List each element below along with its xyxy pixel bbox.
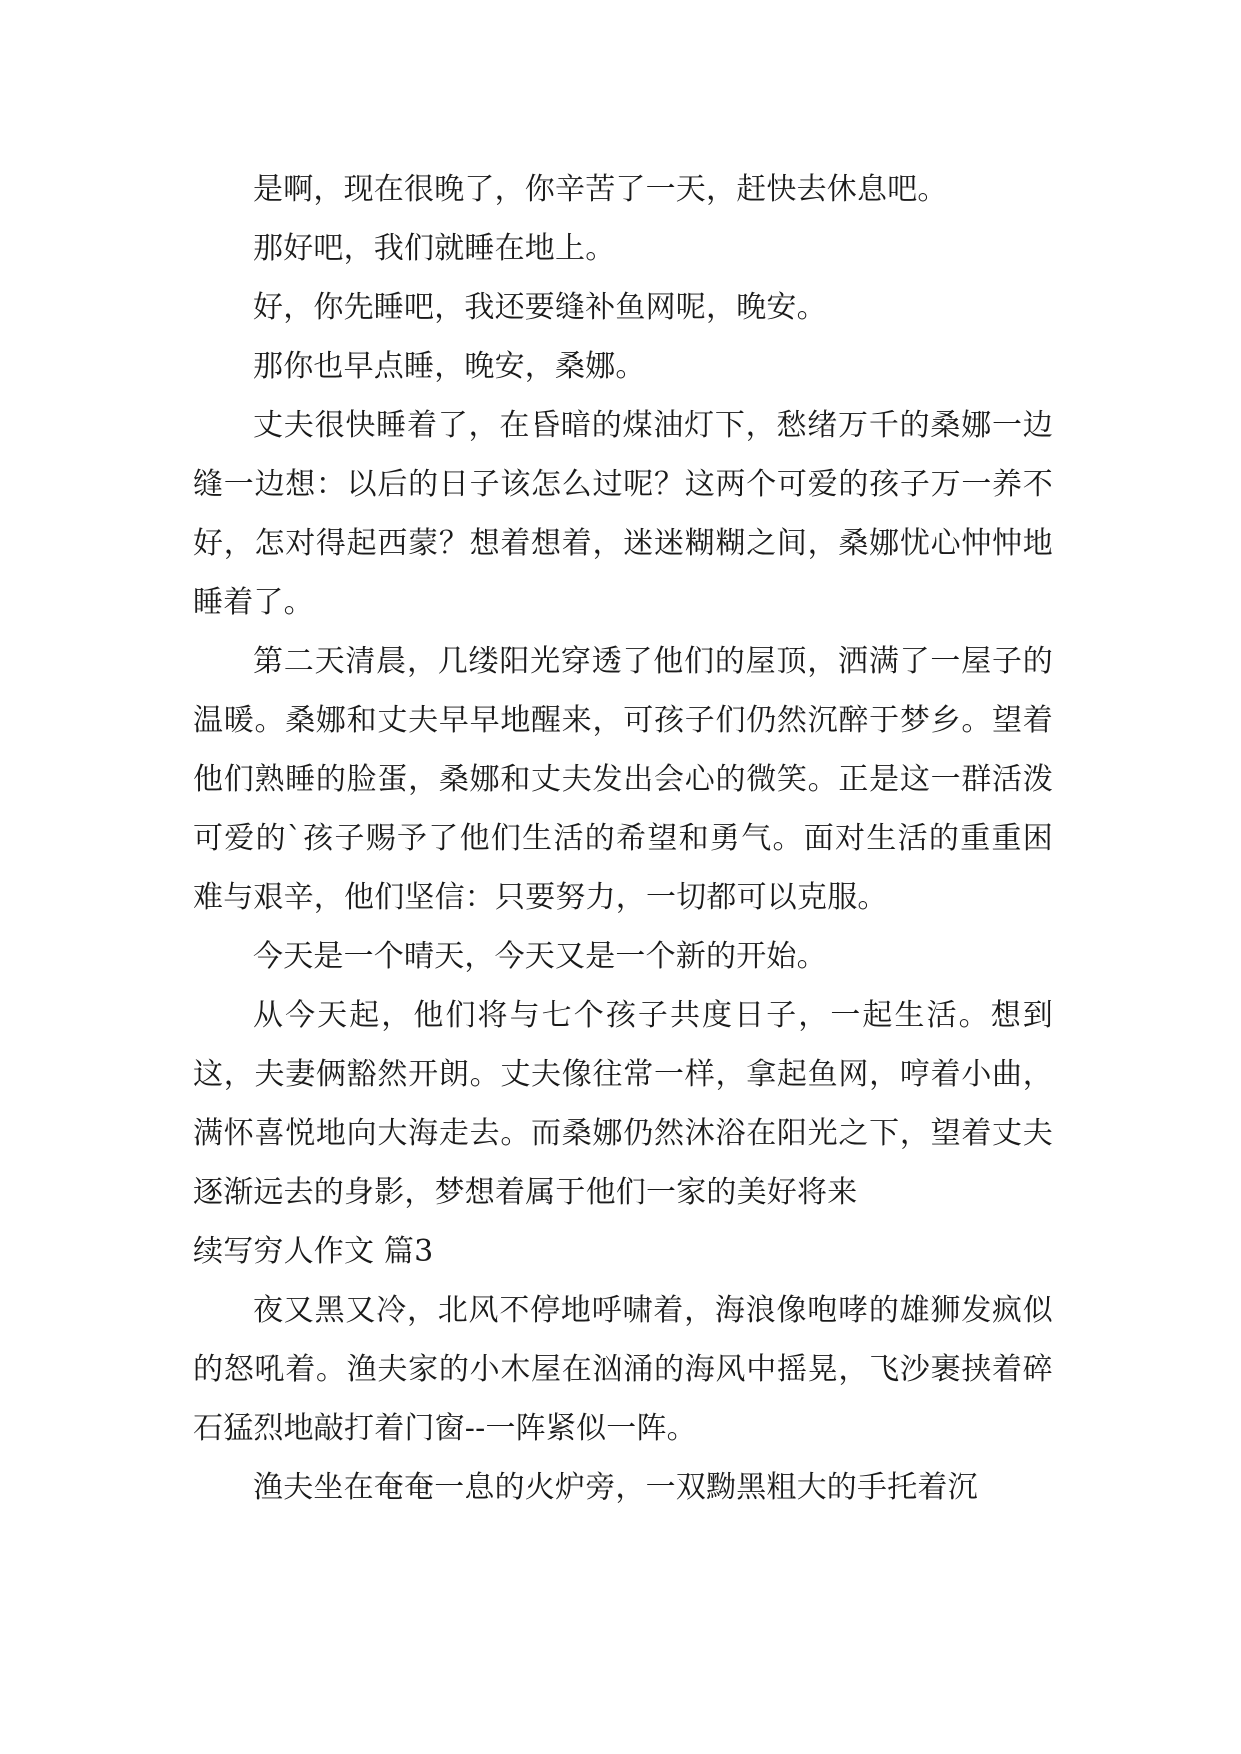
document-body [193, 160, 1053, 1517]
paragraph: 好，你先睡吧，我还要缝补鱼网呢，晚安。 [253, 290, 827, 325]
paragraph: 今天是一个晴天，今天又是一个新的开始。 [253, 939, 827, 974]
paragraph: 渔夫坐在奄奄一息的火炉旁，一双黝黑粗大的手托着沉 [253, 1470, 978, 1505]
paragraph: 第二天清晨，几缕阳光穿透了他们的屋顶，洒满了一屋子的温暖。桑娜和丈夫早早地醒来，可孩子们仍然沉醉于梦乡。望着他们熟睡的脸蛋，桑娜和丈夫发出会心的微笑。正是这一群活泼可爱的`孩子赐予了他们生活的希望和勇气。面对生活的重重困难与艰辛，他们坚信：只要努力，一切都可以克服。 [193, 644, 1053, 915]
paragraph: 那好吧，我们就睡在地上。 [253, 231, 616, 266]
section-heading: 续写穷人作文 篇3 [193, 1234, 434, 1269]
paragraph: 那你也早点睡，晚安，桑娜。 [253, 349, 646, 384]
paragraph: 是啊，现在很晚了，你辛苦了一天，赶快去休息吧。 [253, 172, 948, 207]
paragraph: 从今天起，他们将与七个孩子共度日子，一起生活。想到这，夫妻俩豁然开朗。丈夫像往常一样，拿起鱼网，哼着小曲，满怀喜悦地向大海走去。而桑娜仍然沐浴在阳光之下，望着丈夫逐渐远去的身影，梦想着属于他们一家的美好将来 [193, 998, 1053, 1210]
paragraph: 夜又黑又冷，北风不停地呼啸着，海浪像咆哮的雄狮发疯似的怒吼着。渔夫家的小木屋在汹涌的海风中摇晃，飞沙裹挟着碎石猛烈地敲打着门窗--一阵紧似一阵。 [193, 1293, 1053, 1446]
paragraph: 丈夫很快睡着了，在昏暗的煤油灯下，愁绪万千的桑娜一边缝一边想：以后的日子该怎么过呢？这两个可爱的孩子万一养不好，怎对得起西蒙？想着想着，迷迷糊糊之间，桑娜忧心忡忡地睡着了。 [193, 408, 1053, 620]
